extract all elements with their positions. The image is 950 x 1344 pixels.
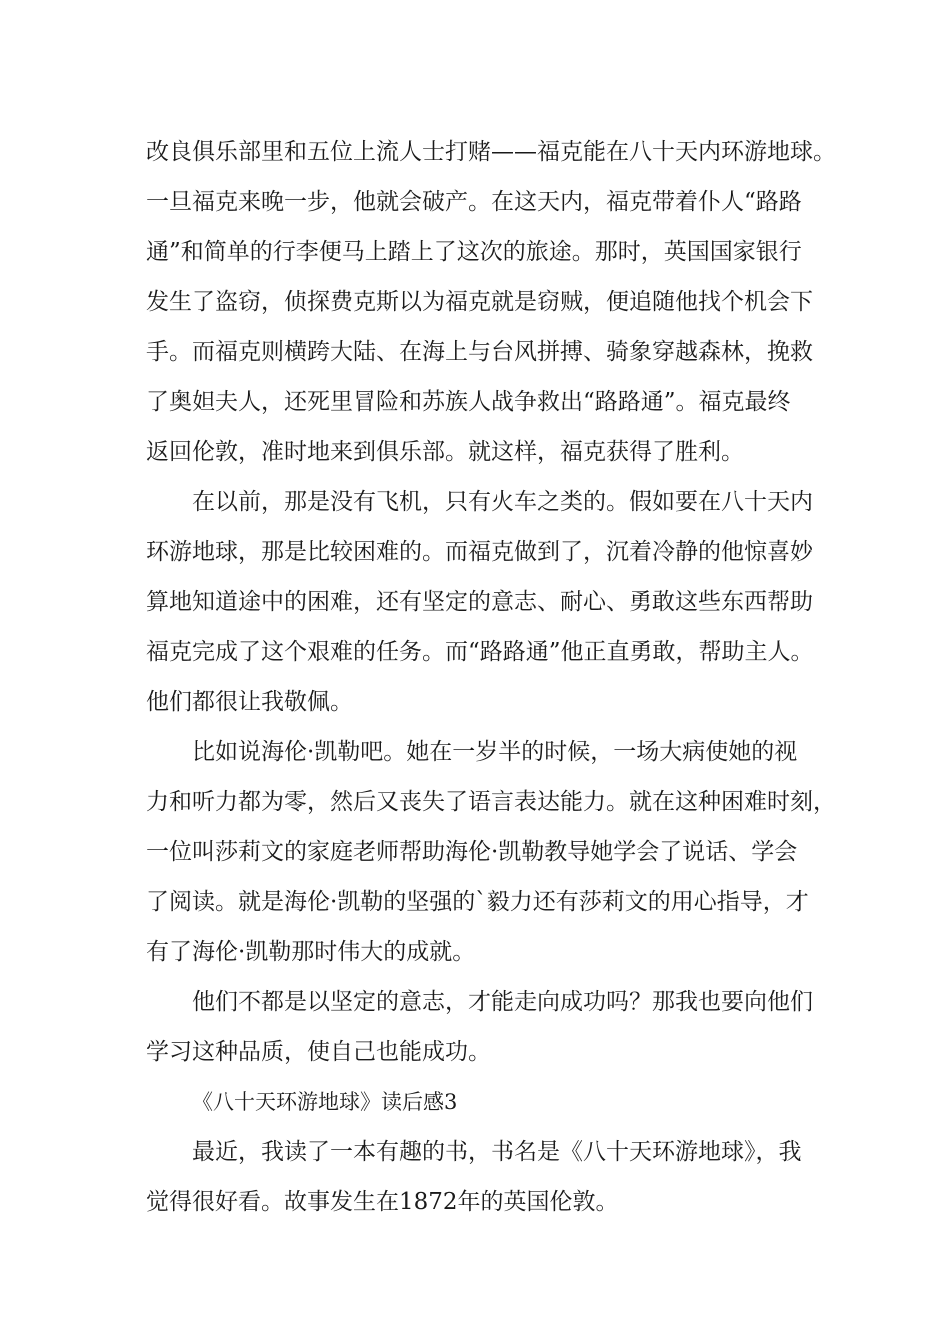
paragraph-line: 觉得很好看。故事发生在1872年的英国伦敦。: [146, 1189, 619, 1215]
paragraph-line: 一旦福克来晚一步，他就会破产。在这天内，福克带着仆人“路路: [146, 189, 802, 215]
paragraph-line: 在以前，那是没有飞机，只有火车之类的。假如要在八十天内: [192, 489, 813, 515]
paragraph-line: 算地知道途中的困难，还有坚定的意志、耐心、勇敢这些东西帮助: [146, 589, 813, 615]
paragraph-line: 手。而福克则横跨大陆、在海上与台风拼搏、骑象穿越森林，挽救: [146, 339, 813, 365]
paragraph-line: 有了海伦·凯勒那时伟大的成就。: [146, 939, 476, 965]
paragraph-line: 返回伦敦，准时地来到俱乐部。就这样，福克获得了胜利。: [146, 439, 744, 465]
paragraph-line: 学习这种品质，使自己也能成功。: [146, 1039, 491, 1065]
paragraph-line: 福克完成了这个艰难的任务。而“路路通”他正直勇敢，帮助主人。: [146, 639, 814, 665]
paragraph-line: 他们都很让我敬佩。: [146, 689, 353, 715]
section-heading: 《八十天环游地球》读后感3: [192, 1090, 458, 1114]
paragraph-line: 了奥妲夫人，还死里冒险和苏族人战争救出“路路通”。福克最终: [146, 389, 791, 415]
paragraph-line: 一位叫莎莉文的家庭老师帮助海伦·凯勒教导她学会了说话、学会: [146, 839, 798, 865]
paragraph-line: 改良俱乐部里和五位上流人士打赌——福克能在八十天内环游地球。: [146, 139, 836, 165]
paragraph-line: 通”和简单的行李便马上踏上了这次的旅途。那时，英国国家银行: [146, 239, 802, 265]
paragraph-line: 了阅读。就是海伦·凯勒的坚强的`毅力还有莎莉文的用心指导，才: [146, 889, 809, 915]
paragraph-line: 最近，我读了一本有趣的书，书名是《八十天环游地球》，我: [192, 1139, 802, 1165]
paragraph-line: 他们不都是以坚定的意志，才能走向成功吗？那我也要向他们: [192, 989, 813, 1015]
paragraph-line: 发生了盗窃，侦探费克斯以为福克就是窃贼，便追随他找个机会下: [146, 289, 813, 315]
paragraph-line: 比如说海伦·凯勒吧。她在一岁半的时候，一场大病使她的视: [192, 739, 798, 765]
paragraph-line: 力和听力都为零，然后又丧失了语言表达能力。就在这种困难时刻，: [146, 789, 836, 815]
paragraph-line: 环游地球，那是比较困难的。而福克做到了，沉着冷静的他惊喜妙: [146, 539, 813, 565]
